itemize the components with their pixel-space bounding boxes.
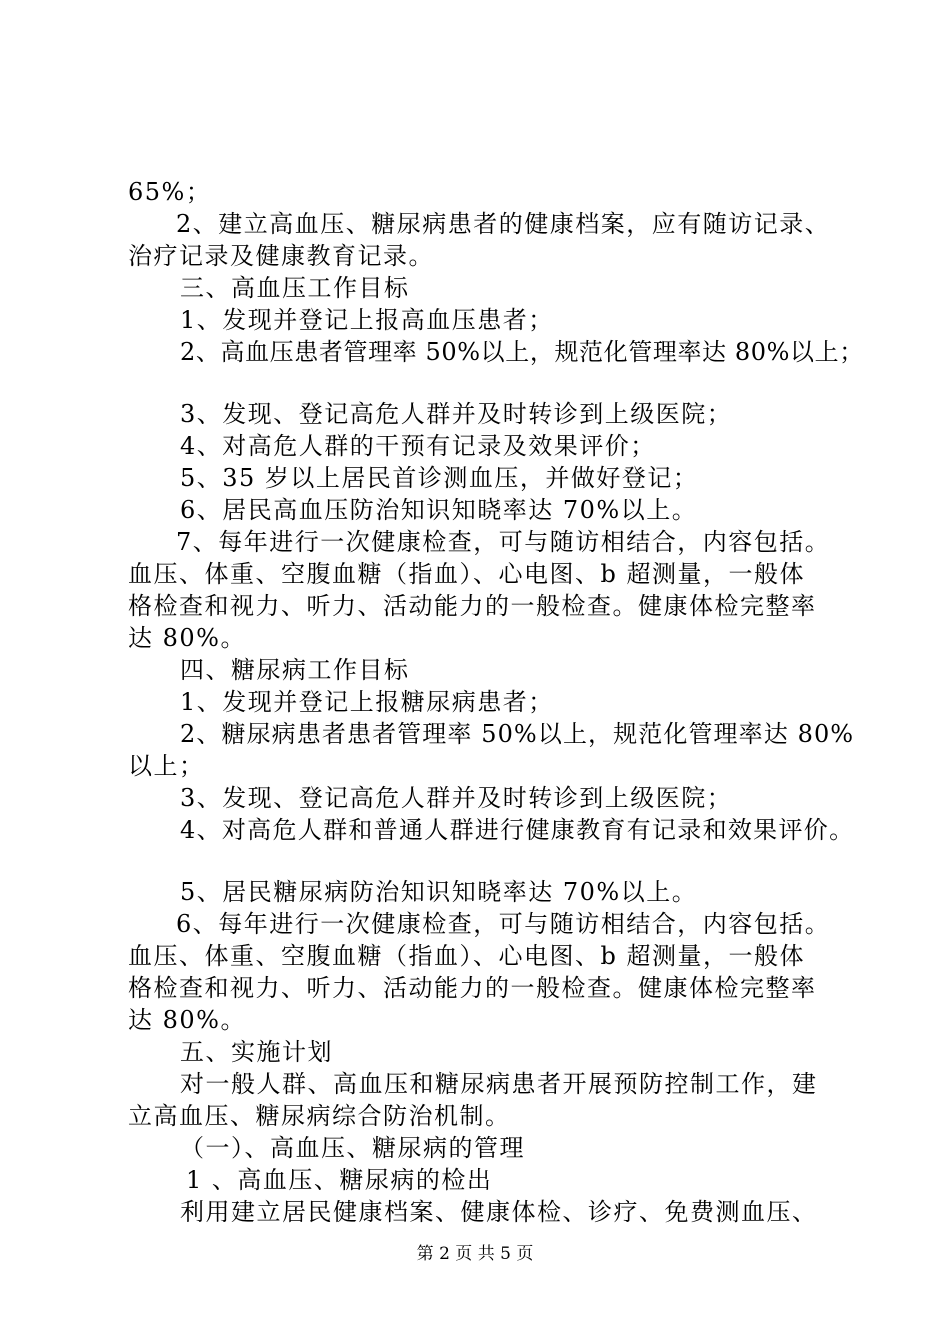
subsection-heading: 1 、高血压、糖尿病的检出: [186, 1166, 493, 1194]
text-line: 格检查和视力、听力、活动能力的一般检查。健康体检完整率: [128, 592, 817, 620]
text-line: 5、居民糖尿病防治知识知晓率达 70%以上。: [180, 878, 698, 906]
text-line: 2、建立高血压、糖尿病患者的健康档案，应有随访记录、: [176, 210, 831, 238]
text-line: 以上；: [128, 752, 205, 780]
text-line: 3、发现、登记高危人群并及时转诊到上级医院；: [180, 784, 733, 812]
text-line: 3、发现、登记高危人群并及时转诊到上级医院；: [180, 400, 733, 428]
text-line: 7、每年进行一次健康检查，可与随访相结合，内容包括。: [176, 528, 831, 556]
text-line: 2、高血压患者管理率 50%以上，规范化管理率达 80%以上；: [180, 338, 864, 366]
text-line: 4、对高危人群和普通人群进行健康教育有记录和效果评价。: [180, 816, 855, 844]
section-heading: 三、高血压工作目标: [180, 274, 410, 302]
text-line: 对一般人群、高血压和糖尿病患者开展预防控制工作，建: [180, 1070, 818, 1098]
text-line: 1、发现并登记上报糖尿病患者；: [180, 688, 554, 716]
text-line: 达 80%。: [128, 1006, 246, 1034]
text-line: 达 80%。: [128, 624, 246, 652]
text-line: 5、35 岁以上居民首诊测血压，并做好登记；: [180, 464, 699, 492]
text-line: 1、发现并登记上报高血压患者；: [180, 306, 554, 334]
section-heading: 四、糖尿病工作目标: [180, 656, 410, 684]
text-line: 治疗记录及健康教育记录。: [128, 242, 434, 270]
text-line: 65%；: [128, 178, 212, 206]
text-line: 2、糖尿病患者患者管理率 50%以上，规范化管理率达 80%: [180, 720, 855, 748]
subsection-heading: （一）、高血压、糖尿病的管理: [180, 1134, 525, 1162]
text-line: 利用建立居民健康档案、健康体检、诊疗、免费测血压、: [180, 1198, 818, 1226]
page-number-footer: 第 2 页 共 5 页: [416, 1244, 534, 1264]
text-line: 血压、体重、空腹血糖（指血）、心电图、b 超测量，一般体: [128, 942, 805, 970]
text-line: 血压、体重、空腹血糖（指血）、心电图、b 超测量，一般体: [128, 560, 805, 588]
text-line: 立高血压、糖尿病综合防治机制。: [128, 1102, 511, 1130]
text-line: 格检查和视力、听力、活动能力的一般检查。健康体检完整率: [128, 974, 817, 1002]
text-line: 6、每年进行一次健康检查，可与随访相结合，内容包括。: [176, 910, 831, 938]
section-heading: 五、实施计划: [180, 1038, 333, 1066]
text-line: 6、居民高血压防治知识知晓率达 70%以上。: [180, 496, 698, 524]
text-line: 4、对高危人群的干预有记录及效果评价；: [180, 432, 656, 460]
